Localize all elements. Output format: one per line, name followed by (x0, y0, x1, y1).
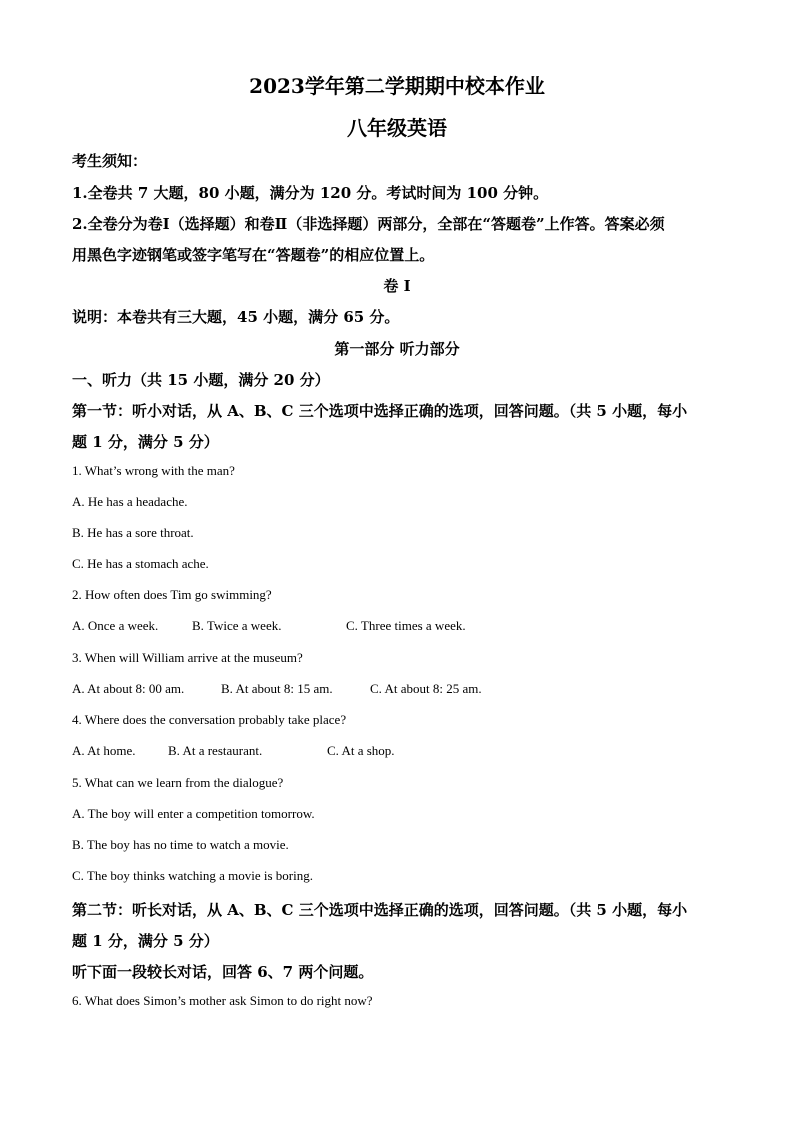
subsection-1-line-1: 第一节：听小对话，从 A、B、C 三个选项中选择正确的选项，回答问题。（共 5 小题，每小 (72, 402, 688, 420)
question-4-option-b: B. At a restaurant. (168, 743, 263, 758)
question-1: 1. What’s wrong with the man? (72, 463, 235, 478)
question-3-option-b: B. At about 8: 15 am. (221, 681, 333, 696)
exam-title: 2023学年第二学期期中校本作业 (249, 74, 545, 98)
subsection-2-line-2: 题 1 分，满分 5 分） (72, 932, 219, 950)
part-heading: 第一部分 听力部分 (334, 340, 460, 358)
volume-description: 说明：本卷共有三大题，45 小题，满分 65 分。 (72, 308, 400, 326)
question-5-option-c: C. The boy thinks watching a movie is boring. (72, 868, 313, 883)
question-1-option-a: A. He has a headache. (72, 494, 188, 509)
section-title: 一、听力（共 15 小题，满分 20 分） (72, 371, 330, 389)
question-2-option-a: A. Once a week. (72, 618, 159, 633)
long-dialogue-instruction: 听下面一段较长对话，回答 6、7 两个问题。 (72, 963, 374, 981)
notice-item-1: 1.全卷共 7 大题，80 小题，满分为 120 分。考试时间为 100 分钟。 (72, 184, 549, 202)
question-3: 3. When will William arrive at the museum? (72, 650, 303, 665)
question-1-option-c: C. He has a stomach ache. (72, 556, 209, 571)
notice-item-2-line-1: 2.全卷分为卷Ⅰ（选择题）和卷Ⅱ（非选择题）两部分，全部在“答题卷”上作答。答案必须 (72, 215, 665, 233)
volume-heading: 卷 I (383, 277, 411, 295)
question-2-option-b: B. Twice a week. (192, 618, 282, 633)
question-5-option-b: B. The boy has no time to watch a movie. (72, 837, 289, 852)
exam-subtitle: 八年级英语 (347, 116, 447, 140)
question-2: 2. How often does Tim go swimming? (72, 587, 272, 602)
question-1-option-b: B. He has a sore throat. (72, 525, 194, 540)
notice-item-2-line-2: 用黑色字迹钢笔或签字笔写在“答题卷”的相应位置上。 (72, 246, 435, 264)
question-2-option-c: C. Three times a week. (346, 618, 466, 633)
question-5: 5. What can we learn from the dialogue? (72, 775, 284, 790)
question-4: 4. Where does the conversation probably take place? (72, 712, 347, 727)
question-4-option-c: C. At a shop. (327, 743, 395, 758)
subsection-2-line-1: 第二节：听长对话，从 A、B、C 三个选项中选择正确的选项，回答问题。（共 5 小题，每小 (72, 901, 688, 919)
question-4-option-a: A. At home. (72, 743, 136, 758)
question-6: 6. What does Simon’s mother ask Simon to do right now? (72, 993, 373, 1008)
question-3-option-c: C. At about 8: 25 am. (370, 681, 482, 696)
question-3-option-a: A. At about 8: 00 am. (72, 681, 185, 696)
subsection-1-line-2: 题 1 分，满分 5 分） (72, 433, 219, 451)
notice-label: 考生须知： (72, 152, 148, 170)
question-5-option-a: A. The boy will enter a competition tomorrow. (72, 806, 315, 821)
